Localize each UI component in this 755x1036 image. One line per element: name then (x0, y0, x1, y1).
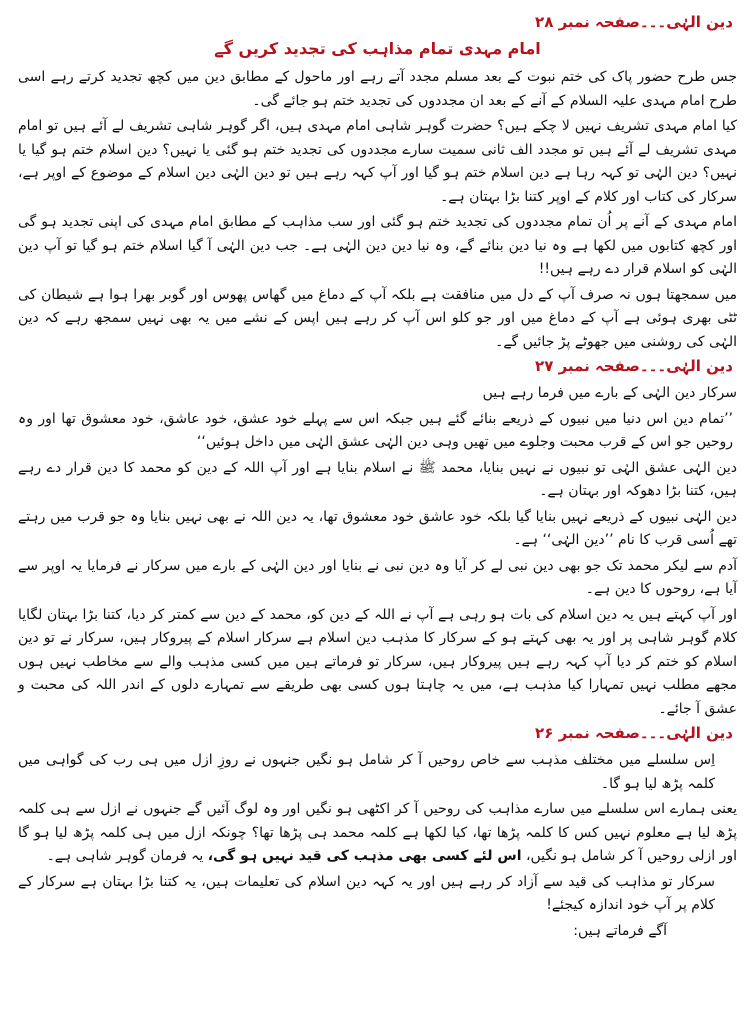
paragraph: آدم سے لیکر محمد تک جو بھی دین نبی لے کر آیا وہ دین نبی نے بنایا اور دین الہٰی کے بارے میں سرکار نے فرمایا یہ اوپر سے آیا ہے، روحوں کا دین ہے۔ (18, 557, 737, 597)
paragraph: کیا امام مہدی تشریف نہیں لا چکے ہیں؟ حضرت گوہر شاہی امام مہدی ہیں، اگر گوہر شاہی تشریف لے آئے ہیں تو امام مہدی تشریف لے آئے ہیں تو مجدد الف ثانی سمیت سارے مجددوں کی تجدید ختم ہو گئی یا نہیں؟ دین اسلام ختم ہو گیا یا نہیں؟ دین الہٰی تو کہہ رہا ہے دین اسلام ختم ہو گیا اور آپ کہہ رہے ہیں تو دین الہٰی دین اسلام کے موضوع کے اوپر ہے، سرکار کی کتاب اور کلام کے اوپر کتنا بڑا بہتان ہے۔ (18, 118, 737, 205)
paragraph: اور آپ کہتے ہیں یہ دین اسلام کی بات ہو رہی ہے آپ نے اللہ کے دین کو، محمد کے دین سے کمتر کر دیا، کتنا بڑا بہتان لگایا کلام گوہر شاہی پر اور یہ بھی کہتے ہو کے سرکار کا مذہب دین اسلام ہے سرکار اسلام کے پیروکار ہیں، سرکار نے تو دین اسلام کو ختم کر دیا آپ کہہ رہے ہیں پیروکار ہیں، سرکار تو فرماتے ہیں میں کسی مذہب والے سے مخاطب نہیں ہوں مجھے مطلب نہیں تمہارا کیا مذہب ہے، میں یہ چاہتا ہوں کسی بھی طریقے سے تمہارے دلوں کے اندر اللہ کی محبت و عشق آ جائے۔ (18, 606, 737, 717)
page-header-28: دین الہٰی۔۔۔صفحہ نمبر ۲۸ (535, 13, 733, 31)
section-title: امام مہدی تمام مذاہب کی تجدید کریں گے (214, 39, 541, 58)
quote-paragraph: ’’تمام دین اس دنیا میں نبیوں کے ذریعے بنائے گئے ہیں جبکہ اس سے پہلے خود عشق، خود عاشق، خود معشوق تھا اور وہ روحیں جو اس کے قرب محبت وجلوے میں تھیں وہی دین الہٰی عشق الہٰی میں داخل ہوئیں‘‘ (18, 410, 733, 450)
paragraph: سرکار تو مذاہب کی قید سے آزاد کر رہے ہیں اور یہ کہہ دین اسلام کی تعلیمات ہیں، یہ کتنا بڑا بہتان ہے سرکار کے کلام پر آپ خود اندازہ کیجئے! (18, 873, 715, 913)
paragraph-text: یعنی ہمارے اس سلسلے میں سارے مذاہب کی روحیں آ کر اکٹھی ہو نگیں اور وہ لوگ آئیں گے جنہوں نے ازل سے ہی کلمہ پڑھ لیا ہے معلوم نہیں کس کا کلمہ پڑھا تھا، کیا لکھا ہے کلمہ محمد ہی پڑھا تھا؟ چونکہ ازل میں ہی کلمہ پڑھ لیا ہو گا اور ازلی روحیں آ کر شامل ہو نگیں، (18, 801, 737, 864)
paragraph (18, 798, 737, 869)
page-header-26: دین الہٰی۔۔۔صفحہ نمبر ۲۶ (535, 724, 733, 742)
paragraph: جس طرح حضور پاک کی ختم نبوت کے بعد مسلم مجدد آتے رہے اور ماحول کے مطابق دین میں کچھ تجدید کرتے رہے اسی طرح امام مہدی علیہ السلام کے آنے کے بعد ان مجددوں کی تجدید ختم ہو جائے گی۔ (18, 69, 737, 109)
bold-emphasis: اس لئے کسی بھی مذہب کی قید نہیں ہو گی، (207, 848, 522, 864)
paragraph: دین الہٰی نبیوں کے ذریعے نہیں بنایا گیا بلکہ خود عاشق خود معشوق تھا، یہ دین اللہ نے بھی نہیں بنایا وہ جو قرب میں رہتے تھے اُسی قرب کا نام ’’دین الہٰی‘‘ ہے۔ (18, 508, 737, 548)
paragraph: امام مہدی کے آنے پر اُن تمام مجددوں کی تجدید ختم ہو گئی اور سب مذاہب کے مطابق امام مہدی کی اپنی تجدید ہو گی اور کچھ کتابوں میں لکھا ہے وہ نیا دین بنائے گے، وہ نیا دین دین الہٰی ہے۔ جب دین الہٰی آ گیا اسلام ختم ہو گیا تو آپ دین الہٰی کو اسلام قرار دے رہے ہیں!! (18, 214, 737, 277)
paragraph: آگے فرماتے ہیں: (573, 922, 667, 939)
paragraph: دین الہٰی عشق الہٰی تو نبیوں نے نہیں بنایا، محمد ﷺ نے اسلام بنایا ہے اور آپ اللہ کے دین کو محمد کا دین قرار دے رہے ہیں، کتنا بڑا دھوکہ اور بہتان ہے۔ (18, 459, 737, 499)
paragraph-text: یہ فرمان گوہر شاہی ہے۔ (46, 848, 208, 864)
page-header-27: دین الہٰی۔۔۔صفحہ نمبر ۲۷ (535, 357, 733, 375)
paragraph: اِس سلسلے میں مختلف مذہب سے خاص روحیں آ کر شامل ہو نگیں جنہوں نے روزِ ازل میں ہی رب کی گواہی میں کلمہ پڑھ لیا ہو گا۔ (18, 752, 715, 792)
paragraph: میں سمجھتا ہوں نہ صرف آپ کے دل میں منافقت ہے بلکہ آپ کے دماغ میں گھاس پھوس اور گوبر بھرا ہوا ہے شیطان کی ٹٹی بھری ہوئی ہے آپ کے دماغ میں اور جو کلو اس آپ کر رہے ہیں اپس کے نشے میں یہ بھی نہیں سمجھ رہے کہ دین الہٰی کی روشنی میں جھوٹے پڑ جائیں گے۔ (18, 286, 737, 350)
paragraph: سرکار دین الہٰی کے بارے میں فرما رہے ہیں (482, 385, 737, 401)
